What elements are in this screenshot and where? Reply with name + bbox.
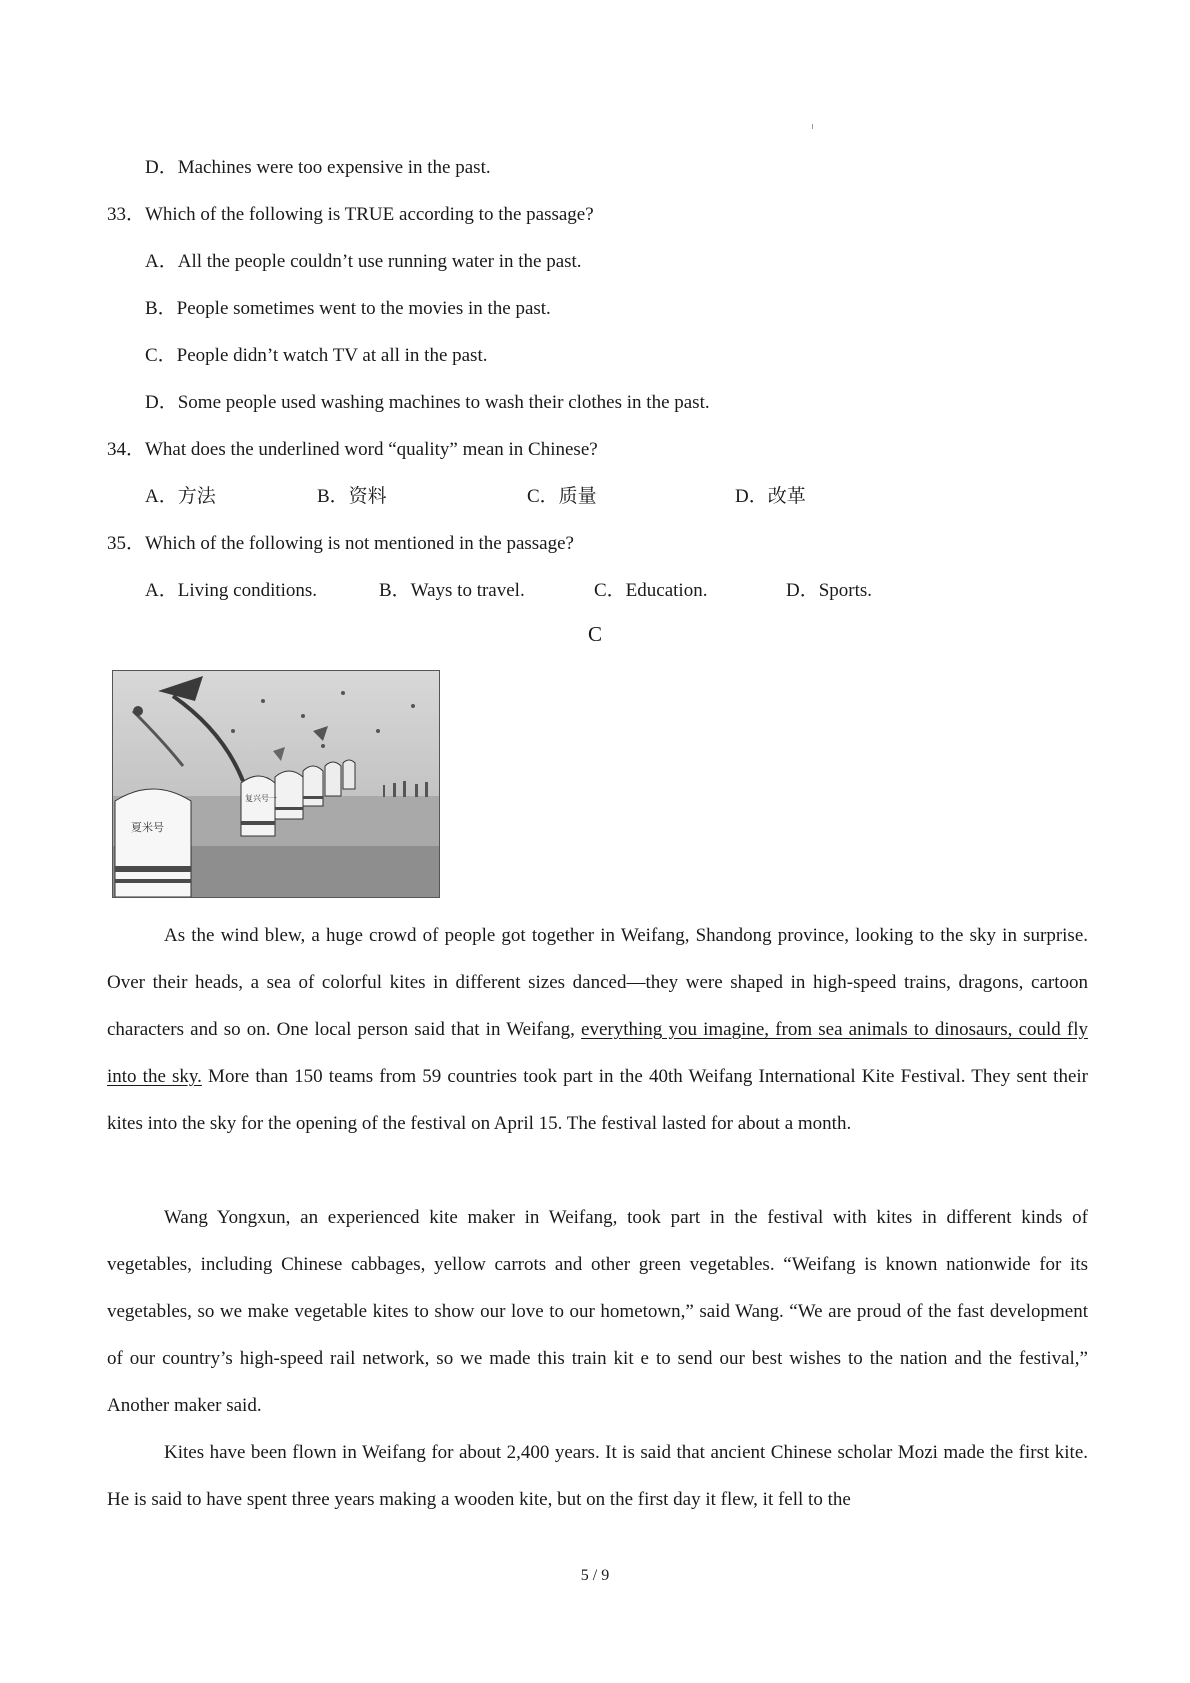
passage-paragraph-3: Kites have been flown in Weifang for about 2,400 years. It is said that ancient Chinese scholar Mozi made the first kite. He is said to have spent three years making a wooden kite, but on the first day it flew, it fell to the	[107, 1442, 1088, 1510]
kite-label-2: 复兴号一	[245, 794, 277, 803]
q35-option-a: A．Living conditions.	[145, 580, 318, 601]
q33-option-c: C．People didn’t watch TV at all in the past.	[145, 345, 488, 366]
q33-option-a: A．All the people couldn’t use running water in the past.	[145, 251, 582, 272]
q34-option-d: D．改革	[735, 486, 806, 507]
passage-paragraph-2: Wang Yongxun, an experienced kite maker in Weifang, took part in the festival with kites in different kinds of vegetables, including Chinese cabbages, yellow carrots and other green vegetables. “Weifang is known nationwide for its vegetables, so we make vegetable kites to show our love to our hometown,” said Wang. “We are proud of the fast development of our country’s high-speed rail network, so we made this train kit e to send our best wishes to the nation and the festival,” Another maker said.	[107, 1207, 1088, 1416]
q35-question: 35．Which of the following is not mentioned in the passage?	[107, 533, 574, 554]
q34-option-a: A．方法	[145, 486, 216, 507]
q35-option-c: C．Education.	[594, 580, 708, 601]
passage-paragraph-1	[107, 912, 1088, 1147]
q34-option-c: C．质量	[527, 486, 597, 507]
section-heading: C	[587, 622, 602, 646]
q34-option-b: B．资料	[317, 486, 387, 507]
scan-speck	[812, 124, 813, 129]
q35-option-d: D．Sports.	[786, 580, 873, 601]
kite-festival-photo	[112, 670, 440, 898]
q35-option-b: B．Ways to travel.	[379, 580, 525, 601]
q33-question: 33．Which of the following is TRUE according to the passage?	[107, 204, 594, 225]
q32-option-d: D．Machines were too expensive in the past.	[145, 157, 491, 178]
q34-question: 34．What does the underlined word “quality” mean in Chinese?	[107, 439, 598, 460]
underlined-sentence: everything you imagine, from sea animals to dinosaurs, could fly into the sky.	[107, 1019, 1089, 1087]
p1-text-before: As the wind blew, a huge crowd of people got together in Weifang, Shandong province, looking to the sky in surprise. Over their heads, a sea of colorful kites in different sizes danced—they were shaped in high-speed trains, dragons, cartoon characters and so on. One local person said that in Weifang,	[107, 925, 1088, 1040]
page-number: 5 / 9	[580, 1567, 610, 1584]
p1-text-after: More than 150 teams from 59 countries took part in the 40th Weifang International Kite Festival. They sent their kites into the sky for the opening of the festival on April 15. The festival lasted for about a month.	[107, 1066, 1088, 1134]
kite-photo-illustration	[113, 671, 439, 897]
kite-label-1: 夏米号	[131, 821, 164, 834]
q33-option-d: D．Some people used washing machines to wash their clothes in the past.	[145, 392, 710, 413]
q33-option-b: B．People sometimes went to the movies in the past.	[145, 298, 551, 319]
